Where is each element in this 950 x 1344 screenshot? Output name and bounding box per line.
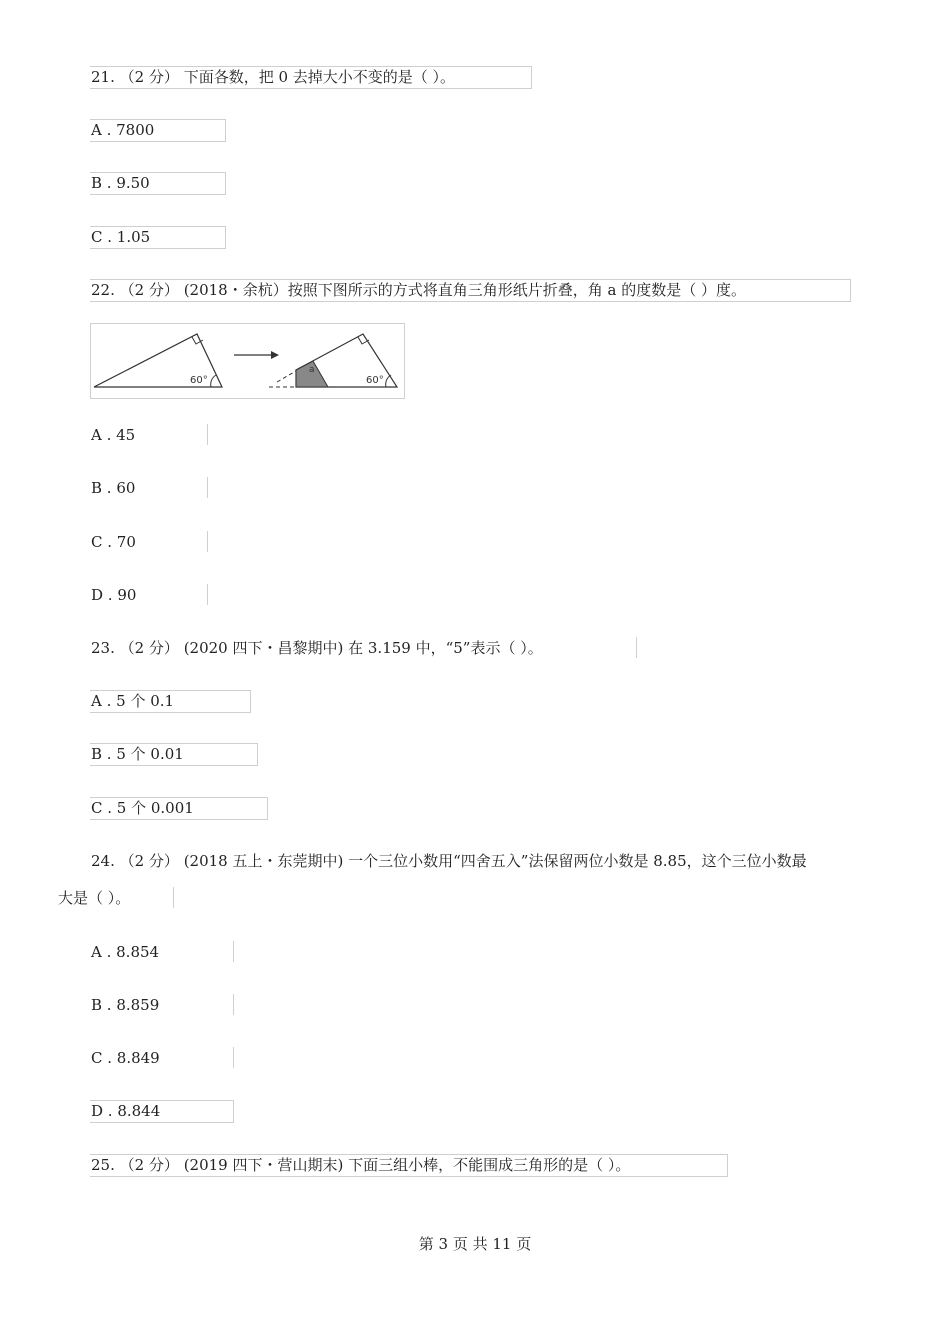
q23-option-a[interactable]: A . 5 个 0.1 <box>91 692 175 710</box>
fold-diagram <box>91 324 404 398</box>
q22-option-d-box <box>207 584 208 605</box>
q23-option-b[interactable]: B . 5 个 0.01 <box>91 745 184 763</box>
q24-option-d[interactable]: D . 8.844 <box>91 1102 161 1120</box>
angle-arc-left <box>211 375 216 387</box>
page-footer: 第 3 页 共 11 页 <box>418 1235 532 1253</box>
angle-label-left: 60° <box>190 375 208 386</box>
q22-option-c[interactable]: C . 70 <box>91 533 136 551</box>
angle-label-right: 60° <box>366 375 384 386</box>
q22-stem: 22. （2 分） (2018・余杭）按照下图所示的方式将直角三角形纸片折叠，角 a 的度数是（ ）度。 <box>91 281 746 299</box>
q24-stem-box <box>173 887 174 908</box>
q25-stem: 25. （2 分） (2019 四下・营山期末) 下面三组小棒，不能围成三角形的是（ ）。 <box>91 1156 631 1174</box>
q21-option-c[interactable]: C . 1.05 <box>91 228 151 246</box>
q24-option-a[interactable]: A . 8.854 <box>91 943 160 961</box>
q23-stem-box <box>636 637 637 658</box>
q24-option-c[interactable]: C . 8.849 <box>91 1049 160 1067</box>
arrow-head-icon <box>271 351 279 359</box>
q22-option-d[interactable]: D . 90 <box>91 586 137 604</box>
q24-stem-line1: 24. （2 分） (2018 五上・东莞期中) 一个三位小数用“四舍五入”法保留两位小数是 8.85，这个三位小数最 <box>91 852 807 870</box>
q22-option-a-box <box>207 424 208 445</box>
q22-option-b-box <box>207 477 208 498</box>
q22-option-b[interactable]: B . 60 <box>91 479 136 497</box>
q24-option-a-box <box>233 941 234 962</box>
q21-stem: 21. （2 分） 下面各数，把 0 去掉大小不变的是（ ）。 <box>91 68 456 86</box>
q22-option-a[interactable]: A . 45 <box>91 426 136 444</box>
q23-option-c[interactable]: C . 5 个 0.001 <box>91 799 194 817</box>
q24-stem-line2: 大是（ ）。 <box>58 889 131 907</box>
angle-label-a: a <box>309 365 315 375</box>
right-angle-mark-folded <box>358 337 369 344</box>
q24-option-c-box <box>233 1047 234 1068</box>
q21-option-b[interactable]: B . 9.50 <box>91 174 150 192</box>
q22-fold-figure <box>90 323 405 399</box>
fold-dashed-line-left <box>277 371 296 382</box>
q22-option-c-box <box>207 531 208 552</box>
q24-option-b[interactable]: B . 8.859 <box>91 996 160 1014</box>
q24-option-b-box <box>233 994 234 1015</box>
q23-stem: 23. （2 分） (2020 四下・昌黎期中) 在 3.159 中，“5”表示（ ）。 <box>91 639 543 657</box>
q21-option-a[interactable]: A . 7800 <box>91 121 155 139</box>
